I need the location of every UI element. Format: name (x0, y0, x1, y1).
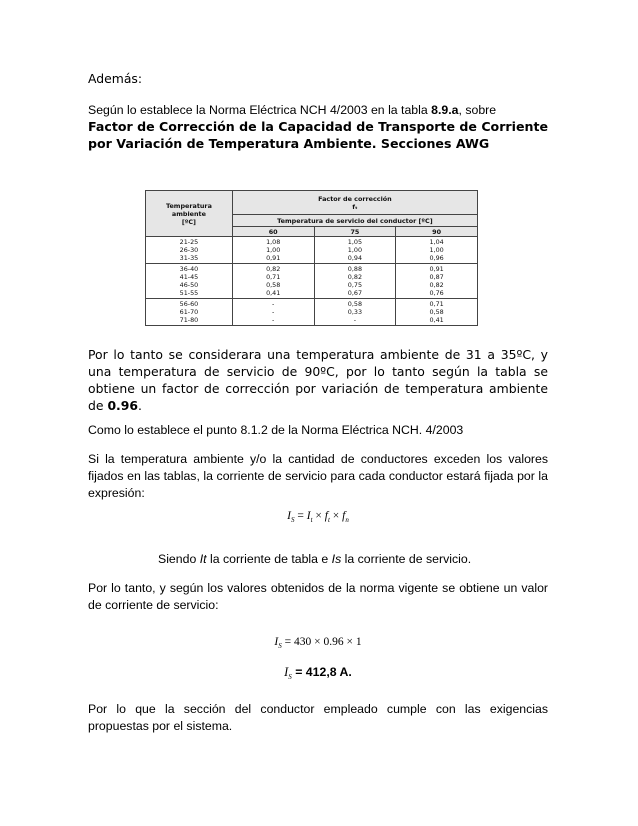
conclusion-paragraph: Por lo tanto se considerara una temperatura ambiente de 31 a 35ºC, y una temperatura de servicio de 90ºC, por lo tanto según la tabla se obtiene un factor de corrección por variación de temperatura ambiente de 0.96. (88, 347, 548, 413)
conclusion-text: Por lo tanto se considerara una temperatura ambiente de 31 a 35ºC, y una temperatura de servicio de 90ºC, por lo tanto según la tabla se obtiene un factor de corrección por variación de temperatura ambiente de (88, 347, 548, 413)
result-line: $I_S = 412,8$ A. (284, 665, 352, 681)
table-row-group (146, 237, 478, 264)
intro-text: Además: (88, 71, 143, 86)
header-col-75: 75 (314, 227, 396, 237)
header-temperature: Temperatura ambiente [ºC] (146, 191, 233, 237)
correction-factor-table (145, 190, 478, 326)
table-cell-factor: 1,04 1,00 0,96 (396, 237, 478, 264)
header-col-90: 90 (396, 227, 478, 237)
norm-point-paragraph: Como lo establece el punto 8.1.2 de la Norma Eléctrica NCH. 4/2003 (88, 423, 464, 437)
section-title-line1: Factor de Corrección de la Capacidad de Transporte de Corriente (88, 119, 549, 134)
table-cell-temperature: 36-40 41-45 46-50 51-55 (146, 264, 233, 299)
table-cell-factor: 0,91 0,87 0,82 0,76 (396, 264, 478, 299)
table-cell-temperature: 21-25 26-30 31-35 (146, 237, 233, 264)
formula-calculation: $I_S = 430 \times 0.96 \times 1$ (274, 636, 362, 650)
table-cell-factor: 0,58 0,33 - (314, 299, 396, 326)
table-cell-factor: 1,08 1,00 0,91 (232, 237, 314, 264)
table-cell-factor: - - - (232, 299, 314, 326)
table-cell-factor: 1,05 1,00 0,94 (314, 237, 396, 264)
header-service-temperature: Temperatura de servicio del conductor [ºC] (232, 215, 477, 227)
final-paragraph: Por lo que la sección del conductor empleado cumple con las exigencias propuestas por el sistema. (88, 702, 548, 733)
table-cell-factor: 0,71 0,58 0,41 (396, 299, 478, 326)
section-title (88, 118, 548, 152)
norm-reference-lead: Según lo establece la Norma Eléctrica NCH 4/2003 en la tabla (88, 103, 432, 117)
table-cell-temperature: 56-60 61-70 71-80 (146, 299, 233, 326)
definition-line: Siendo It la corriente de tabla e Is la corriente de servicio. (158, 552, 472, 566)
table-cell-factor: 0,82 0,71 0,58 0,41 (232, 264, 314, 299)
service-current-paragraph: Por lo tanto, y según los valores obtenidos de la norma vigente se obtiene un valor de corriente de servicio: (88, 581, 548, 612)
table-cell-factor: 0,88 0,82 0,75 0,67 (314, 264, 396, 299)
section-title-line2: por Variación de Temperatura Ambiente. Secciones AWG (88, 136, 490, 151)
table-reference: 8.9.a (431, 103, 459, 117)
table-row-group (146, 264, 478, 299)
result-value: 412,8 A. (305, 665, 352, 679)
expression-intro-paragraph: Si la temperatura ambiente y/o la cantidad de conductores exceden los valores fijados en las tablas, la corriente de servicio para cada conductor estará fijada por la expresión: (88, 452, 548, 500)
correction-factor-value: 0.96 (107, 398, 139, 413)
header-correction-factor: Factor de corrección fₜ (232, 191, 477, 215)
norm-reference-tail: , sobre (458, 103, 497, 117)
table-row-group (146, 299, 478, 326)
formula-service-current: $I_S = I_t \times f_t \times f_n$ (287, 510, 349, 524)
header-col-60: 60 (232, 227, 314, 237)
norm-reference-paragraph (88, 102, 548, 119)
